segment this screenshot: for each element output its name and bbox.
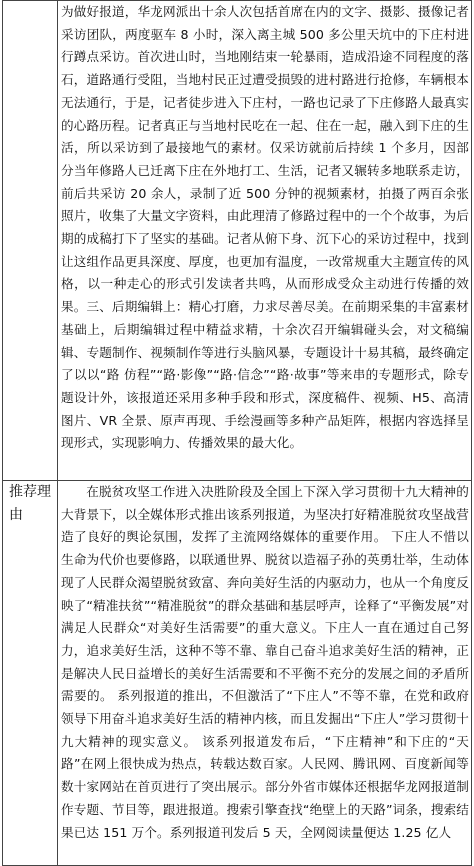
document-table	[2, 0, 472, 866]
content-cell	[58, 1, 472, 481]
table-row-method	[3, 1, 472, 481]
row-label-cell	[3, 1, 58, 481]
row-label-cell	[3, 481, 58, 866]
recommendation-paragraph: 在脱贫攻坚工作进入决胜阶段及全国上下深入学习贯彻十九大精神的大背景下，以全媒体形式推出该系列报道，为坚决打好精准脱贫攻坚战营造了良好的舆论氛围，发挥了主流网络媒体的重要作用。 下庄人不惜以生命为代价也要修路，以联通世界、脱贫以造福子孙的英勇壮举，生动体现了人民群众渴望脱贫致富、奔向美好生活的内驱动力，也从一个角度反映了“精准扶贫”“精准脱贫”的群众基础和基层呼声，诠释了“平衡发展”对满足人民群众“对美好生活需要”的重大意义。下庄人一直在通过自己努力，追求美好生活，这种不等不靠、靠自己奋斗追求美好生活的精神，正是解决人民日益增长的美好生活需要和不平衡不充分的发展之间的矛盾所需要的。 系列报道的推出，不但激活了“下庄人”不等不靠，在党和政府领导下用奋斗追求美好生活的精神内核，而且发掘出“下庄人”学习贯彻十九大精神的现实意义。 该系列报道发布后，“下庄精神”和下庄的“天路”在网上很快成为热点，转载达数百家。人民网、腾讯网、百度新闻等数十家网站在首页进行了突出展示。部分外省市媒体还根据华龙网报道制作专题、节目等，跟进报道。搜索引擎查找“绝壁上的天路”词条，搜索结果已达 151 万个。系列报道刊发后 5 天，全网阅读量便达 1.25 亿人	[61, 484, 469, 840]
recommendation-label: 推荐理由	[9, 484, 51, 523]
table-row-recommendation	[3, 481, 472, 866]
content-cell	[58, 481, 472, 866]
method-paragraph: 为做好报道，华龙网派出十余人次包括首席在内的文字、摄影、摄像记者采访团队，两度驱车 8 小时，深入离主城 500 多公里天坑中的下庄村进行蹲点采访。首次进山时，当地刚结束一轮暴雨，造成沿途不同程度的落石，道路通行受阻，当地村民正过遭受损毁的进村路进行抢修，车辆根本无法通行，于是，记者徒步进入下庄村，一路也记录了下庄修路人最真实的心路历程。记者真正与当地村民吃在一起、住在一起，融入到下庄的生活，所以采访到了最接地气的素材。仅采访就前后持续 1 个多月，因部分当年修路人已迁离下庄在外地打工、生活，记者又辗转多地联系走访，前后共采访 20 余人，录制了近 500 分钟的视频素材，拍摄了两百余张照片，收集了大量文字资料，由此理清了修路过程中的一个个故事，为后期的成稿打下了坚实的基础。记者从俯下身、沉下心的采访过程中，找到让这组作品更具深度、厚度，也更加有温度，一改常规重大主题宣传的风格，以一种走心的形式引发读者共鸣，从而形成受众主动进行传播的效果。三、后期编辑上：精心打磨，力求尽善尽美。在前期采集的丰富素材基础上，后期编辑过程中精益求精，十余次召开编辑碰头会，对文稿编辑、专题制作、视频制作等进行头脑风暴，专题设计十易其稿，最终确定了以以“路 仿程”“路·影像”“路·信念”“路·故事”等来串的专题形式，除专题设计外，该报道还采用多种手段和形式，深度稿件、视频、H5、高清图片、VR 全景、原声再现、手绘漫画等多种产品矩阵，根据内容选择呈现形式，实现影响力、传播效果的最大化。	[61, 4, 469, 451]
